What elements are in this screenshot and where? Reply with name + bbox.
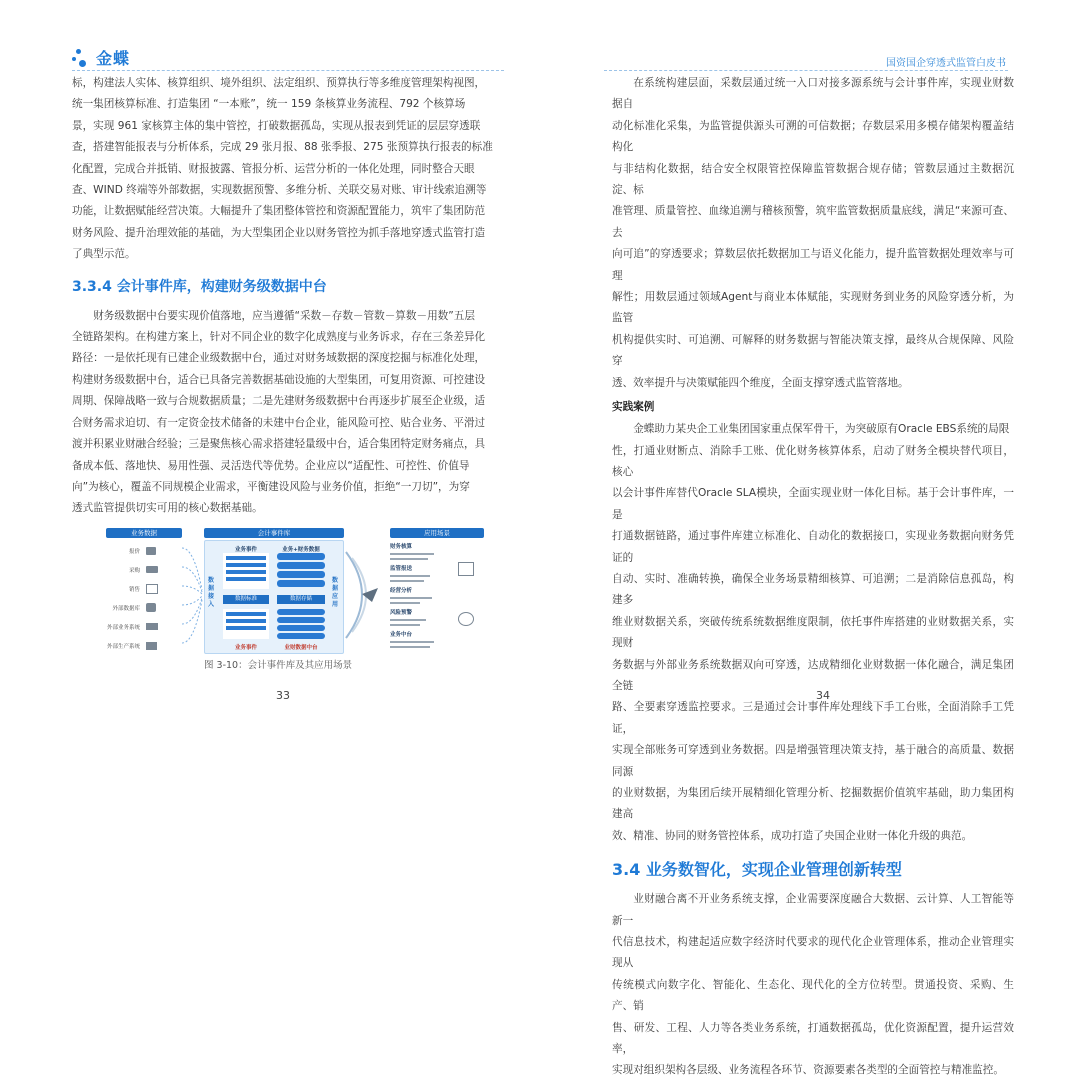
section-heading-3-3-4: 3.3.4 会计事件库，构建财务级数据中台 [72, 278, 327, 295]
page-number-left: 33 [276, 689, 290, 702]
outflow-arcs [344, 538, 384, 652]
text-line: 在系统构建层面，采数层通过统一入口对接多源系统与会计事件库，实现业财数据自 [612, 77, 1014, 111]
block-footer: 业财数据中台 [284, 645, 318, 651]
text-line: 合财务需求迫切、有一定资金技术储备的未建中台企业，能风险可控、贴合业务、平滑过 [72, 416, 486, 429]
factory-icon [146, 642, 157, 650]
logo-text: 金蝶 [96, 49, 131, 68]
text-line: 查，搭建智能报表与分析体系，完成 29 张月报、88 张季报、275 张预算执行报表的标准 [72, 141, 493, 154]
text-line: 自动、实时、准确转换，确保全业务场景精细核算、可追溯；二是消除信息孤岛，构建多 [612, 572, 1014, 607]
inflow-arrows [180, 540, 204, 650]
left-page [72, 73, 504, 520]
standard-bar: 数据标准 [223, 595, 269, 604]
text-line: 性，打通业财断点、消除手工账、优化财务核算体系，启动了财务全模块替代项目，核心 [612, 444, 1014, 478]
text-line: 标，构建法人实体、核算组织、境外组织、法定组织、预算执行等多维度管理架构视图， [72, 77, 486, 89]
text-line: 查、WIND 终端等外部数据，实现数据预警、多维分析、关联交易对账、审计线索追溯等 [72, 184, 487, 197]
chart-icon [458, 562, 474, 576]
text-line: 构建财务级数据中台，适合已具备完善数据基础设施的大型集团，可复用资源、可控建设 [72, 373, 486, 386]
case-body [612, 419, 1014, 847]
app-item: 经营分析 [390, 586, 484, 608]
text-line: 透式监管提供切实可用的核心数据基础。 [72, 502, 263, 515]
storage-stack [277, 553, 325, 589]
block-title: 业务+财务数据 [282, 547, 320, 553]
text-line: 的业财数据，为集团后续开展精细化管理分析、挖掘数据价值筑牢基础，助力集团构建高 [612, 787, 1014, 821]
text-line: 传统模式向数字化、智能化、生态化、现代化的全方位转型。贯通投资、采购、生产、销 [612, 978, 1014, 1013]
text-line: 代信息技术，构建起适应数字经济时代要求的现代化企业管理体系，推动企业管理实现从 [612, 936, 1014, 970]
page-number-right: 34 [816, 689, 830, 702]
header-rule-right [604, 70, 1008, 71]
monitor-icon [146, 584, 158, 594]
text-line: 财务风险、提升治理效能的基础，为大型集团企业以财务管控为抓手落地穿透式监管打造 [72, 226, 486, 239]
text-line: 动化标准化采集，为监管提供源头可溯的可信数据；存数层采用多模存储架构覆盖结构化 [612, 119, 1014, 154]
source-item: 销售 [106, 579, 182, 598]
app-item: 业务中台 [390, 630, 484, 652]
side-label: 数据应用 [332, 577, 339, 608]
text-line: 实现全部账务可穿透到业务数据。四是增强管理决策支持，基于融合的高质量、数据同源 [612, 744, 1014, 778]
figure-3-10 [106, 528, 484, 654]
storage-stack [277, 609, 325, 639]
document-icon [146, 547, 156, 555]
left-body [72, 306, 504, 520]
panel-header-event-library [204, 528, 344, 538]
panel-label: 会计事件库 [257, 529, 291, 537]
text-line: 实现对组织架构各层级、业务流程各环节、资源要素各类型的全面管控与精准监控。 [612, 1064, 1004, 1077]
side-label: 数据接入 [208, 577, 215, 608]
logo-dots-icon [72, 48, 94, 68]
source-item: 报价 [106, 541, 182, 560]
kingdee-logo [72, 46, 130, 69]
source-item: 外部数据库 [106, 598, 182, 617]
text-line: 路、全要素穿透监控要求。三是通过会计事件库处理线下手工台账，全面消除手工凭证， [612, 701, 1014, 735]
text-line: 了典型示范。 [72, 248, 136, 261]
source-item: 外部业务系统 [106, 617, 182, 636]
event-list-block [223, 553, 269, 589]
server-icon [146, 623, 158, 630]
text-line: 向”为核心，覆盖不同规模企业需求，平衡建设风险与业务价值，拒绝“一刀切”，为穿 [72, 480, 470, 493]
app-item: 监管报送 [390, 564, 484, 586]
truck-icon [146, 566, 158, 573]
panel-label: 应用场景 [424, 529, 450, 537]
paper-plane-icon [362, 588, 378, 602]
text-line: 路径：一是依托现有已建企业级数据中台，通过对财务域数据的深度挖掘与标准化处理， [72, 352, 486, 365]
text-line: 财务级数据中台要实现价值落地，应当遵循“采数－存数－管数－算数－用数”五层 [93, 309, 475, 322]
panel-header-business-data [106, 528, 182, 538]
text-line: 统一集团核算标准、打造集团 “一本账”，统一 159 条核算业务流程、792 个核算场 [72, 98, 466, 111]
text-line: 售、研发、工程、人力等各类业务系统，打通数据孤岛，优化资源配置，提升运营效率， [612, 1021, 1014, 1056]
text-line: 维业财数据关系，突破传统系统数据维度限制，依托事件库搭建的业财数据关系，实现财 [612, 615, 1014, 650]
gear-icon [458, 612, 474, 626]
text-line: 机构提供实时、可追溯、可解释的财务数据与智能决策支撑，最终从合规保障、风险穿 [612, 333, 1014, 368]
text-line: 全链路架构。在构建方案上，针对不同企业的数字化成熟度与业务诉求，存在三条差异化 [72, 331, 486, 344]
database-icon [146, 603, 156, 612]
section-heading-3-4: 3.4 业务数智化，实现企业管理创新转型 [612, 860, 902, 880]
text-line: 透、效率提升与决策赋能四个维度，全面支撑穿透式监管落地。 [612, 376, 909, 389]
text-line: 与非结构化数据，结合安全权限管控保障监管数据合规存储；管数层通过主数据沉淀、标 [612, 162, 1014, 197]
app-item: 风险预警 [390, 608, 484, 630]
app-item: 财务核算 [390, 542, 484, 564]
storage-bar: 数据存储 [277, 595, 325, 604]
header-rule-left [72, 70, 504, 71]
text-line: 效、精准、协同的财务管控体系，成功打造了央国企业财一体化升级的典范。 [612, 829, 973, 842]
document-title: 国资国企穿透式监管白皮书 [886, 58, 1006, 69]
text-line: 务数据与外部业务系统数据双向可穿透，达成精细化业财数据一体化融合，满足集团全链 [612, 658, 1014, 692]
text-line: 金蝶助力某央企工业集团国家重点保军骨干，为突破原有Oracle EBS系统的局限 [633, 423, 1010, 436]
text-line: 打通数据链路，通过事件库建立标准化、自动化的数据接口，实现业务数据向财务凭证的 [612, 530, 1014, 564]
text-line: 业财融合离不开业务系统支撑，企业需要深度融合大数据、云计算、人工智能等新一 [612, 893, 1014, 927]
event-library-panel [204, 540, 344, 654]
case-heading: 实践案例 [612, 401, 655, 414]
text-line: 渡并积累业财融合经验；三是聚焦核心需求搭建轻量级中台，适合集团特定财务痛点，具 [72, 438, 486, 451]
text-line: 向可追”的穿透要求；算数层依托数据加工与语义化能力，提升监管数据处理效率与可理 [612, 248, 1014, 282]
event-list-block [223, 609, 269, 639]
text-line: 化配置，完成合并抵销、财报披露、管报分析、运营分析的一体化处理，同时整合天眼 [72, 162, 475, 175]
right-intro [612, 73, 1014, 394]
panel-label: 业务数据 [131, 529, 157, 537]
text-line: 备成本低、落地快、易用性强、灵活迭代等优势。企业应以“适配性、可控性、价值导 [72, 459, 470, 472]
figure-caption: 图 3-10：会计事件库及其应用场景 [204, 660, 353, 671]
left-intro [72, 73, 504, 266]
text-line: 功能，让数据赋能经营决策。大幅提升了集团整体管控和资源配置能力，筑牢了集团防范 [72, 205, 486, 218]
right-page [612, 73, 1014, 1082]
text-line: 周期、保障战略一致与合规数据质量；二是先建财务级数据中台再逐步扩展至企业级，适 [72, 395, 486, 408]
panel-header-apps [390, 528, 484, 538]
text-line: 解性；用数层通过领域Agent与商业本体赋能，实现财务到业务的风险穿透分析，为监管 [612, 291, 1014, 325]
right-body [612, 889, 1014, 1082]
block-footer: 业务事件 [234, 645, 257, 651]
text-line: 准管理、质量管控、血缘追溯与稽核预警，筑牢监管数据质量底线，满足“来源可查、去 [612, 205, 1014, 239]
text-line: 景，实现 961 家核算主体的集中管控，打破数据孤岛，实现从报表到凭证的层层穿透联 [72, 119, 481, 132]
block-title: 业务事件 [234, 547, 257, 553]
source-item: 采购 [106, 560, 182, 579]
text-line: 以会计事件库替代Oracle SLA模块，全面实现业财一体化目标。基于会计事件库，一是 [612, 487, 1014, 521]
source-item: 外部生产系统 [106, 636, 182, 655]
